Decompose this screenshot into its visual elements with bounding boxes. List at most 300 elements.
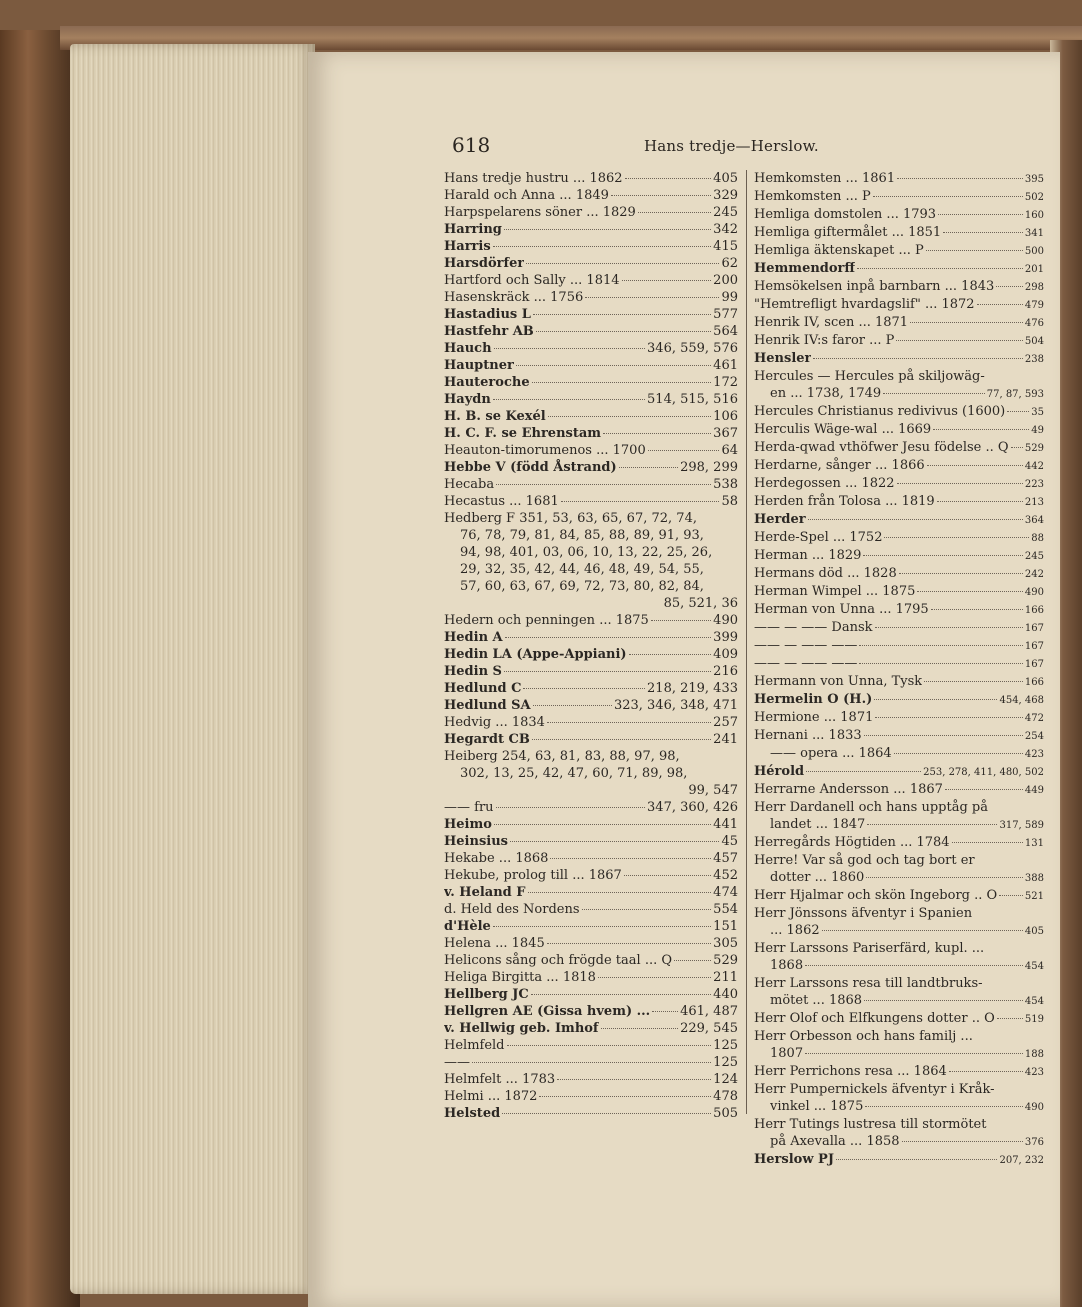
index-entry — [444, 238, 738, 255]
index-entry — [754, 1133, 1044, 1151]
entry-title: Herr Perrichons resa ... 1864 — [754, 1064, 947, 1079]
dot-leader — [806, 771, 921, 772]
entry-title: ... 1862 — [770, 923, 820, 938]
index-entry — [444, 391, 738, 408]
page-header — [440, 133, 840, 165]
dot-leader — [857, 268, 1023, 269]
entry-title: Hebbe V (född Åstrand) — [444, 460, 617, 475]
index-entry — [754, 691, 1044, 709]
index-entry-line: Herr Orbesson och hans familj ... — [754, 1029, 973, 1044]
dot-leader — [863, 555, 1022, 556]
entry-title: Helmi ... 1872 — [444, 1089, 538, 1104]
index-entry — [754, 188, 1044, 206]
entry-title: Herslow PJ — [754, 1152, 834, 1167]
entry-title: Hastadius L — [444, 307, 531, 322]
index-entry — [754, 475, 1044, 493]
dot-leader — [859, 645, 1023, 646]
index-entry — [444, 918, 738, 935]
entry-pages: 490 — [1024, 587, 1044, 598]
index-entry — [754, 1010, 1044, 1028]
entry-title: Harring — [444, 222, 502, 237]
index-entry — [444, 289, 738, 306]
dot-leader — [510, 841, 719, 842]
entry-pages: 58 — [721, 494, 738, 509]
index-entry — [444, 884, 738, 901]
entry-pages: 346, 559, 576 — [647, 341, 738, 356]
entry-pages: 88 — [1031, 533, 1044, 544]
entry-pages: 461 — [713, 358, 738, 373]
entry-pages: 218, 219, 433 — [647, 681, 738, 696]
index-entry — [444, 731, 738, 748]
entry-pages: 257 — [713, 715, 738, 730]
entry-title: Hedvig ... 1834 — [444, 715, 545, 730]
entry-pages: 245 — [1024, 551, 1044, 562]
entry-title: H. B. se Kexél — [444, 409, 546, 424]
entry-pages: 125 — [713, 1038, 738, 1053]
entry-pages: 77, 87, 593 — [986, 389, 1044, 400]
dot-leader — [582, 909, 712, 910]
index-entry — [444, 850, 738, 867]
entry-pages: 554 — [713, 902, 738, 917]
entry-title: Herder — [754, 512, 806, 527]
entry-pages: 167 — [1024, 641, 1044, 652]
entry-title: Heliga Birgitta ... 1818 — [444, 970, 596, 985]
dot-leader — [822, 930, 1023, 931]
entry-pages: 521 — [1024, 891, 1044, 902]
entry-title: Herr Olof och Elfkungens dotter .. O — [754, 1011, 995, 1026]
index-entry — [444, 1105, 738, 1122]
entry-pages: 342 — [713, 222, 738, 237]
dot-leader — [926, 250, 1023, 251]
entry-title: landet ... 1847 — [770, 817, 866, 832]
index-entry-line: Herr Jönssons äfventyr i Spanien — [754, 906, 973, 921]
dot-leader — [494, 824, 711, 825]
entry-pages: 125 — [713, 1055, 738, 1070]
index-entry — [444, 646, 738, 663]
dot-leader — [624, 875, 711, 876]
index-entry — [444, 408, 738, 425]
dot-leader — [674, 960, 711, 961]
entry-title: Hedlund C — [444, 681, 522, 696]
index-entry — [444, 272, 738, 289]
index-entry — [754, 709, 1044, 727]
dot-leader — [533, 314, 711, 315]
entry-pages: 35 — [1031, 407, 1044, 418]
index-entry — [754, 869, 1044, 887]
dot-leader — [805, 1053, 1023, 1054]
dot-leader — [902, 1141, 1023, 1142]
book-cover-left — [0, 30, 80, 1307]
entry-title: mötet ... 1868 — [770, 993, 863, 1008]
entry-pages: 405 — [1024, 926, 1044, 937]
dot-leader — [938, 214, 1023, 215]
entry-title: Harris — [444, 239, 491, 254]
entry-pages: 388 — [1024, 873, 1044, 884]
dot-leader — [866, 877, 1023, 878]
entry-pages: 329 — [713, 188, 738, 203]
entry-pages: 500 — [1024, 246, 1044, 257]
dot-leader — [875, 627, 1023, 628]
entry-pages: 166 — [1024, 605, 1044, 616]
index-entry — [754, 170, 1044, 188]
dot-leader — [884, 537, 1029, 538]
entry-title: Hermans död ... 1828 — [754, 566, 897, 581]
dot-leader — [528, 892, 712, 893]
entry-title: Helicons sång och frögde taal ... Q — [444, 953, 673, 968]
dot-leader — [547, 722, 711, 723]
index-entry-line: Herre! Var så god och tag bort er — [754, 853, 975, 868]
dot-leader — [805, 965, 1023, 966]
dot-leader — [585, 297, 719, 298]
dot-leader — [996, 286, 1023, 287]
index-entry — [444, 935, 738, 952]
dot-leader — [496, 484, 711, 485]
index-entry-line: 57, 60, 63, 67, 69, 72, 73, 80, 82, 84, — [460, 579, 704, 594]
entry-pages: 166 — [1024, 677, 1044, 688]
dot-leader — [493, 399, 645, 400]
entry-title: Herde-Spel ... 1752 — [754, 530, 883, 545]
index-entry — [754, 529, 1044, 547]
index-entry — [754, 206, 1044, 224]
entry-pages: 440 — [713, 987, 738, 1002]
dot-leader — [598, 977, 711, 978]
entry-pages: 172 — [713, 375, 738, 390]
entry-title: —— opera ... 1864 — [770, 746, 892, 761]
dot-leader — [507, 1045, 712, 1046]
entry-title: Herdegossen ... 1822 — [754, 476, 895, 491]
entry-pages: 323, 346, 348, 471 — [613, 698, 738, 713]
dot-leader — [873, 196, 1023, 197]
dot-leader — [561, 501, 720, 502]
entry-title: Hedin S — [444, 664, 502, 679]
dot-leader — [864, 735, 1023, 736]
entry-title: Hecaba — [444, 477, 495, 492]
entry-pages: 211 — [713, 970, 738, 985]
running-title: Hans tredje—Herslow. — [644, 137, 819, 155]
dot-leader — [1011, 447, 1023, 448]
dot-leader — [924, 681, 1023, 682]
index-entry — [754, 583, 1044, 601]
entry-pages: 449 — [1024, 785, 1044, 796]
index-entry — [754, 403, 1044, 421]
index-entry — [754, 1063, 1044, 1081]
index-entry — [444, 425, 738, 442]
entry-title: 1868 — [770, 958, 804, 973]
entry-title: Hedern och penningen ... 1875 — [444, 613, 649, 628]
index-entry — [754, 619, 1044, 637]
entry-pages: 49 — [1031, 425, 1044, 436]
entry-title: Herdarne, sånger ... 1866 — [754, 458, 925, 473]
dot-leader — [629, 654, 712, 655]
entry-title: Hérold — [754, 764, 805, 779]
entry-title: —— — [444, 1055, 470, 1070]
entry-pages: 347, 360, 426 — [647, 800, 738, 815]
index-entry — [754, 242, 1044, 260]
entry-title: Hedlund SA — [444, 698, 531, 713]
entry-pages: 124 — [713, 1072, 738, 1087]
dot-leader — [496, 807, 646, 808]
dot-leader — [883, 393, 985, 394]
entry-title: Hedin LA (Appe-Appiani) — [444, 647, 627, 662]
entry-title: d. Held des Nordens — [444, 902, 580, 917]
dot-leader — [927, 465, 1023, 466]
entry-pages: 529 — [713, 953, 738, 968]
entry-title: —— — —— Dansk — [754, 620, 873, 635]
index-entry — [444, 255, 738, 272]
entry-title: Hermione ... 1871 — [754, 710, 874, 725]
index-entry — [754, 763, 1044, 781]
dot-leader — [601, 1028, 679, 1029]
dot-leader — [603, 433, 711, 434]
index-entry — [754, 296, 1044, 314]
dot-leader — [999, 895, 1023, 896]
entry-title: Harsdörfer — [444, 256, 525, 271]
entry-pages: 479 — [1024, 300, 1044, 311]
index-entry — [754, 816, 1044, 834]
entry-pages: 474 — [713, 885, 738, 900]
entry-title: vinkel ... 1875 — [770, 1099, 864, 1114]
index-entry — [444, 204, 738, 221]
dot-leader — [945, 789, 1023, 790]
entry-title: Hecastus ... 1681 — [444, 494, 559, 509]
entry-title: Herman ... 1829 — [754, 548, 862, 563]
entry-pages: 160 — [1024, 210, 1044, 221]
entry-title: Hemsökelsen inpå barnbarn ... 1843 — [754, 279, 995, 294]
index-entry — [444, 442, 738, 459]
entry-title: Hercules Christianus redivivus (1600) — [754, 404, 1006, 419]
index-entry-line: Herr Larssons resa till landtbruks- — [754, 976, 983, 991]
dot-leader — [652, 1011, 678, 1012]
entry-title: Hellberg JC — [444, 987, 529, 1002]
index-entry — [444, 493, 738, 510]
entry-title: Hauteroche — [444, 375, 530, 390]
entry-title: Herr Hjalmar och skön Ingeborg .. O — [754, 888, 998, 903]
entry-pages: 452 — [713, 868, 738, 883]
entry-pages: 441 — [713, 817, 738, 832]
index-entry — [444, 1088, 738, 1105]
entry-title: på Axevalla ... 1858 — [770, 1134, 900, 1149]
index-entry — [754, 1098, 1044, 1116]
entry-title: Henrik IV:s faror ... P — [754, 333, 895, 348]
index-entry — [754, 314, 1044, 332]
entry-pages: 423 — [1024, 1067, 1044, 1078]
entry-pages: 298, 299 — [680, 460, 738, 475]
dot-leader — [516, 365, 711, 366]
dot-leader — [611, 195, 711, 196]
index-entry — [754, 673, 1044, 691]
index-entry — [754, 565, 1044, 583]
entry-pages: 45 — [721, 834, 738, 849]
dot-leader — [548, 416, 711, 417]
index-entry — [444, 306, 738, 323]
entry-pages: 461, 487 — [680, 1004, 738, 1019]
index-entry — [444, 170, 738, 187]
dot-leader — [1007, 411, 1029, 412]
dot-leader — [526, 263, 719, 264]
entry-pages: 64 — [721, 443, 738, 458]
dot-leader — [472, 1062, 711, 1063]
dot-leader — [493, 246, 712, 247]
entry-title: Heauton-timorumenos ... 1700 — [444, 443, 646, 458]
index-entry-line: Herr Larssons Pariserfärd, kupl. ... — [754, 941, 985, 956]
entry-pages: 207, 232 — [999, 1155, 1044, 1166]
dot-leader — [875, 717, 1023, 718]
index-entry — [754, 887, 1044, 905]
entry-pages: 254 — [1024, 731, 1044, 742]
entry-pages: 504 — [1024, 336, 1044, 347]
entry-title: Heimo — [444, 817, 492, 832]
dot-leader — [648, 450, 720, 451]
index-entry — [754, 781, 1044, 799]
dot-leader — [523, 688, 645, 689]
index-entry — [444, 1003, 738, 1020]
entry-pages: 505 — [713, 1106, 738, 1121]
dot-leader — [937, 501, 1023, 502]
index-entry — [444, 1054, 738, 1071]
entry-title: Hermann von Unna, Tysk — [754, 674, 923, 689]
entry-title: Hemkomsten ... P — [754, 189, 871, 204]
entry-pages: 317, 589 — [999, 820, 1044, 831]
entry-title: Hegardt CB — [444, 732, 530, 747]
index-entry — [754, 332, 1044, 350]
entry-pages: 529 — [1024, 443, 1044, 454]
entry-title: Hemliga äktenskapet ... P — [754, 243, 924, 258]
dot-leader — [865, 1106, 1023, 1107]
entry-pages: 423 — [1024, 749, 1044, 760]
dot-leader — [532, 739, 711, 740]
dot-leader — [619, 467, 678, 468]
dot-leader — [557, 1079, 711, 1080]
dot-leader — [859, 663, 1023, 664]
entry-pages: 223 — [1024, 479, 1044, 490]
entry-pages: 341 — [1024, 228, 1044, 239]
entry-pages: 514, 515, 516 — [647, 392, 738, 407]
index-entry — [444, 187, 738, 204]
index-entry — [444, 952, 738, 969]
entry-title: Herman von Unna ... 1795 — [754, 602, 929, 617]
dot-leader — [910, 322, 1023, 323]
index-entry-line: Hercules — Hercules på skiljowäg- — [754, 369, 985, 384]
entry-title: Hemliga giftermålet ... 1851 — [754, 225, 942, 240]
entry-pages: 131 — [1024, 838, 1044, 849]
dot-leader — [977, 304, 1023, 305]
entry-pages: 454 — [1024, 996, 1044, 1007]
dot-leader — [550, 858, 711, 859]
index-entry — [444, 697, 738, 714]
index-column-left — [444, 170, 738, 1122]
column-divider — [746, 170, 747, 1114]
index-entry — [444, 867, 738, 884]
entry-pages: 399 — [713, 630, 738, 645]
index-entry — [754, 439, 1044, 457]
dot-leader — [931, 609, 1023, 610]
index-entry — [754, 1045, 1044, 1063]
page-number: 618 — [452, 133, 491, 157]
index-entry — [754, 278, 1044, 296]
index-entry — [754, 727, 1044, 745]
entry-pages: 454, 468 — [999, 695, 1044, 706]
index-entry-line: 99, 547 — [688, 783, 738, 798]
entry-pages: 478 — [713, 1089, 738, 1104]
entry-title: —— — —— —— — [754, 638, 858, 653]
dot-leader — [504, 671, 711, 672]
dot-leader — [625, 178, 712, 179]
index-entry — [444, 323, 738, 340]
entry-title: Hensler — [754, 351, 812, 366]
entry-pages: 298 — [1024, 282, 1044, 293]
dot-leader — [638, 212, 711, 213]
index-entry-line: 29, 32, 35, 42, 44, 46, 48, 49, 54, 55, — [460, 562, 704, 577]
entry-pages: 490 — [1024, 1102, 1044, 1113]
entry-pages: 151 — [713, 919, 738, 934]
index-entry — [444, 799, 738, 816]
entry-title: Helmfelt ... 1783 — [444, 1072, 556, 1087]
entry-pages: 415 — [713, 239, 738, 254]
entry-pages: 62 — [721, 256, 738, 271]
index-entry-line: 302, 13, 25, 42, 47, 60, 71, 89, 98, — [460, 766, 688, 781]
entry-title: Hartford och Sally ... 1814 — [444, 273, 620, 288]
dot-leader — [493, 926, 711, 927]
dot-leader — [502, 1113, 711, 1114]
entry-pages: 376 — [1024, 1137, 1044, 1148]
dot-leader — [874, 699, 997, 700]
index-entry — [754, 511, 1044, 529]
index-entry — [444, 1037, 738, 1054]
index-entry — [444, 357, 738, 374]
entry-pages: 490 — [713, 613, 738, 628]
entry-title: Hastfehr AB — [444, 324, 534, 339]
dot-leader — [952, 842, 1023, 843]
dot-leader — [651, 620, 711, 621]
entry-title: Herden från Tolosa ... 1819 — [754, 494, 935, 509]
entry-title: Hasenskräck ... 1756 — [444, 290, 584, 305]
entry-title: Hedin A — [444, 630, 503, 645]
index-entry — [444, 459, 738, 476]
index-entry — [754, 493, 1044, 511]
entry-title: Harald och Anna ... 1849 — [444, 188, 609, 203]
entry-title: —— fru — [444, 800, 494, 815]
dot-leader — [622, 280, 712, 281]
index-entry-line: Herr Tutings lustresa till stormötet — [754, 1117, 987, 1132]
entry-title: Henrik IV, scen ... 1871 — [754, 315, 909, 330]
index-entry — [444, 476, 738, 493]
dot-leader — [899, 573, 1023, 574]
dot-leader — [808, 519, 1023, 520]
entry-pages: 229, 545 — [680, 1021, 738, 1036]
dot-leader — [933, 429, 1029, 430]
index-entry-line: Hedberg F 351, 53, 63, 65, 67, 72, 74, — [444, 511, 697, 526]
dot-leader — [813, 358, 1023, 359]
index-entry — [444, 629, 738, 646]
entry-pages: 245 — [713, 205, 738, 220]
index-entry — [754, 224, 1044, 242]
entry-pages: 167 — [1024, 623, 1044, 634]
entry-title: v. Hellwig geb. Imhof — [444, 1021, 599, 1036]
dot-leader — [532, 382, 712, 383]
entry-title: H. C. F. se Ehrenstam — [444, 426, 602, 441]
entry-pages: 457 — [713, 851, 738, 866]
index-entry — [444, 612, 738, 629]
entry-title: Hekube, prolog till ... 1867 — [444, 868, 622, 883]
index-entry — [444, 663, 738, 680]
dot-leader — [949, 1071, 1023, 1072]
index-entry — [754, 457, 1044, 475]
entry-title: —— — —— —— — [754, 656, 858, 671]
entry-title: Hermelin O (H.) — [754, 692, 873, 707]
dot-leader — [997, 1018, 1023, 1019]
entry-title: Herrarne Andersson ... 1867 — [754, 782, 943, 797]
entry-pages: 367 — [713, 426, 738, 441]
